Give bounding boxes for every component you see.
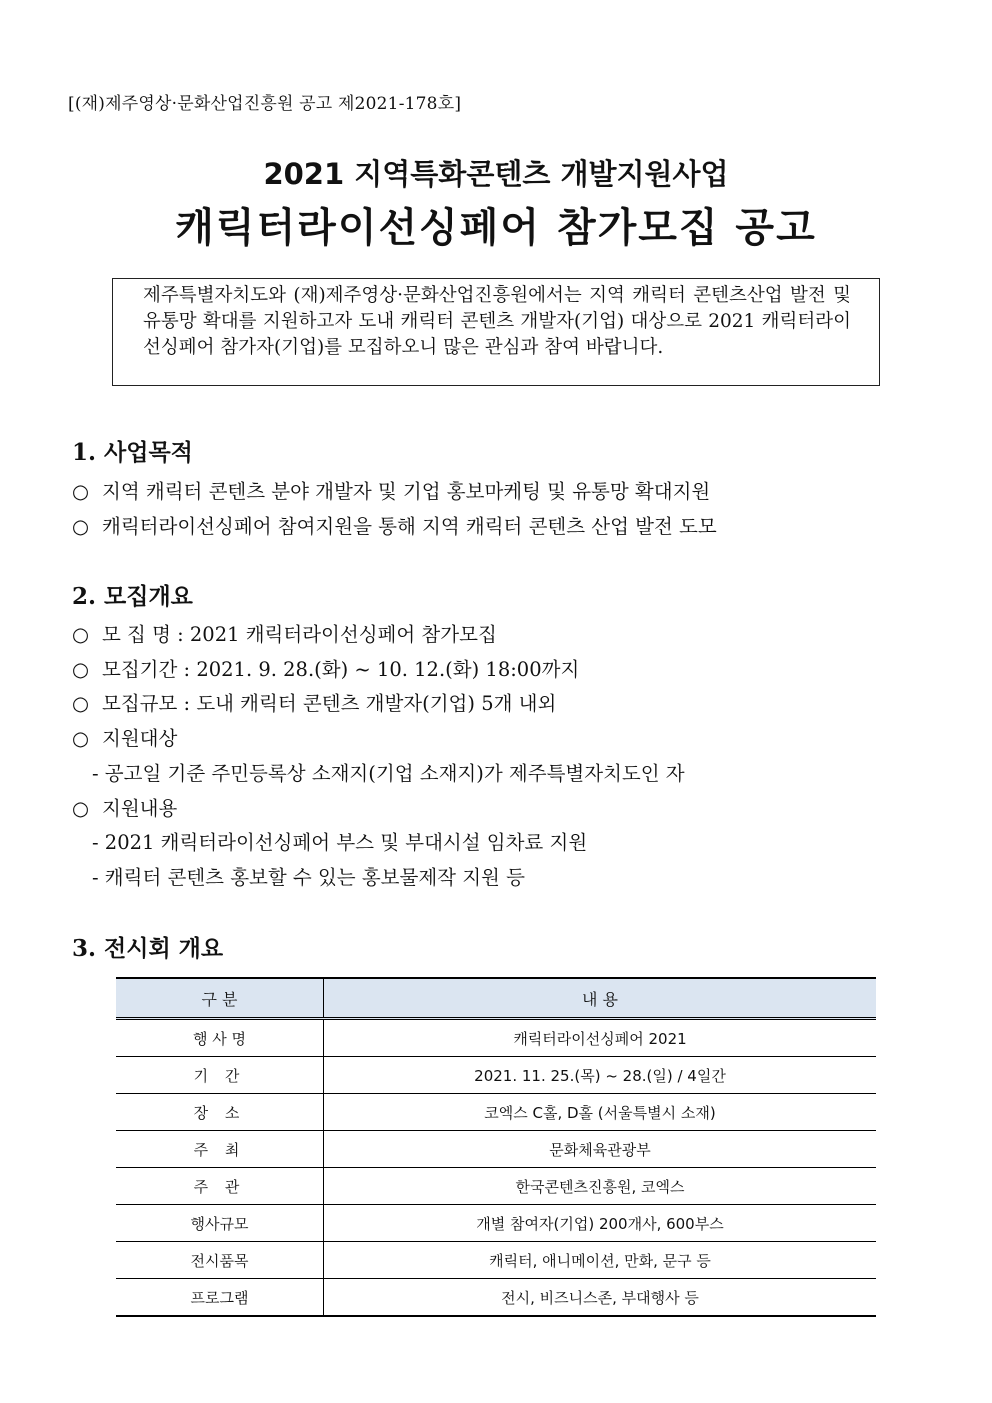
table-cell-value: 개별 참여자(기업) 200개사, 600부스 xyxy=(324,1205,877,1242)
table-cell-label: 전시품목 xyxy=(116,1242,324,1279)
section-1-item xyxy=(72,476,710,504)
table-cell-value: 한국콘텐츠진흥원, 코엑스 xyxy=(324,1168,877,1205)
table-row xyxy=(116,1242,876,1279)
support-target-detail: - 공고일 기준 주민등록상 소재지(기업 소재지)가 제주특별자치도인 자 xyxy=(92,762,685,785)
table-cell-label: 주 최 xyxy=(116,1131,324,1168)
section-2-item xyxy=(72,619,497,647)
section-2-item xyxy=(72,654,579,682)
support-content-detail: - 캐릭터 콘텐츠 홍보할 수 있는 홍보물제작 지원 등 xyxy=(92,866,525,889)
support-content-label: 지원내용 xyxy=(102,797,178,820)
circle-bullet-icon: ○ xyxy=(72,623,90,646)
circle-bullet-icon: ○ xyxy=(72,480,90,503)
table-cell-label: 행 사 명 xyxy=(116,1019,324,1057)
table-header-content: 내 용 xyxy=(324,978,877,1019)
section-2-heading: 2. 모집개요 xyxy=(72,583,193,610)
title-line-1: 2021 지역특화콘텐츠 개발지원사업 xyxy=(263,157,729,191)
table-row xyxy=(116,1019,876,1057)
table-row xyxy=(116,1279,876,1317)
support-content-detail: - 2021 캐릭터라이선싱페어 부스 및 부대시설 임차료 지원 xyxy=(92,831,588,854)
table-row xyxy=(116,1168,876,1205)
table-row xyxy=(116,1131,876,1168)
notice-number: [(재)제주영상·문화산업진흥원 공고 제2021-178호] xyxy=(68,94,462,114)
circle-bullet-icon: ○ xyxy=(72,692,90,715)
table-cell-label: 기 간 xyxy=(116,1057,324,1094)
section-1-heading: 1. 사업목적 xyxy=(72,439,193,466)
section-1-item xyxy=(72,511,717,539)
circle-bullet-icon: ○ xyxy=(72,658,90,681)
table-cell-value: 2021. 11. 25.(목) ~ 28.(일) / 4일간 xyxy=(324,1057,877,1094)
intro-text: 제주특별자치도와 (재)제주영상·문화산업진흥원에서는 지역 캐릭터 콘텐츠산업 발전 및 유통망 확대를 지원하고자 도내 캐릭터 콘텐츠 개발자(기업) 대상으로 2021 캐릭터라이선싱페어 참가자(기업)를 모집하오니 많은 관심과 참여 바랍니다. xyxy=(143,285,851,358)
intro-box xyxy=(112,278,880,386)
table-row xyxy=(116,1205,876,1242)
table-row xyxy=(116,1057,876,1094)
circle-bullet-icon: ○ xyxy=(72,727,90,750)
recruit-period: 모집기간 : 2021. 9. 28.(화) ~ 10. 12.(화) 18:00까지 xyxy=(102,658,580,681)
circle-bullet-icon: ○ xyxy=(72,515,90,538)
recruit-scale: 모집규모 : 도내 캐릭터 콘텐츠 개발자(기업) 5개 내외 xyxy=(102,692,557,715)
table-header-category: 구 분 xyxy=(116,978,324,1019)
circle-bullet-icon: ○ xyxy=(72,797,90,820)
section-3-heading: 3. 전시회 개요 xyxy=(72,935,224,962)
section-1-item-text: 캐릭터라이선싱페어 참여지원을 통해 지역 캐릭터 콘텐츠 산업 발전 도모 xyxy=(102,515,717,538)
table-row xyxy=(116,1094,876,1131)
support-target-label: 지원대상 xyxy=(102,727,178,750)
section-1-item-text: 지역 캐릭터 콘텐츠 분야 개발자 및 기업 홍보마케팅 및 유통망 확대지원 xyxy=(102,480,711,503)
table-cell-label: 행사규모 xyxy=(116,1205,324,1242)
section-2-item xyxy=(72,688,556,716)
section-2-item xyxy=(72,723,177,751)
table-cell-value: 캐릭터라이선싱페어 2021 xyxy=(324,1019,877,1057)
exhibition-overview-table xyxy=(116,977,876,1317)
table-header-row xyxy=(116,978,876,1019)
section-2-item xyxy=(72,793,177,821)
table-cell-value: 문화체육관광부 xyxy=(324,1131,877,1168)
table-cell-label: 장 소 xyxy=(116,1094,324,1131)
title-line-2: 캐릭터라이선싱페어 참가모집 공고 xyxy=(175,205,817,251)
table-cell-value: 코엑스 C홀, D홀 (서울특별시 소재) xyxy=(324,1094,877,1131)
table-cell-label: 주 관 xyxy=(116,1168,324,1205)
recruit-name: 모 집 명 : 2021 캐릭터라이선싱페어 참가모집 xyxy=(102,623,497,646)
table-cell-value: 캐릭터, 애니메이션, 만화, 문구 등 xyxy=(324,1242,877,1279)
table-cell-value: 전시, 비즈니스존, 부대행사 등 xyxy=(324,1279,877,1317)
table-cell-label: 프로그램 xyxy=(116,1279,324,1317)
